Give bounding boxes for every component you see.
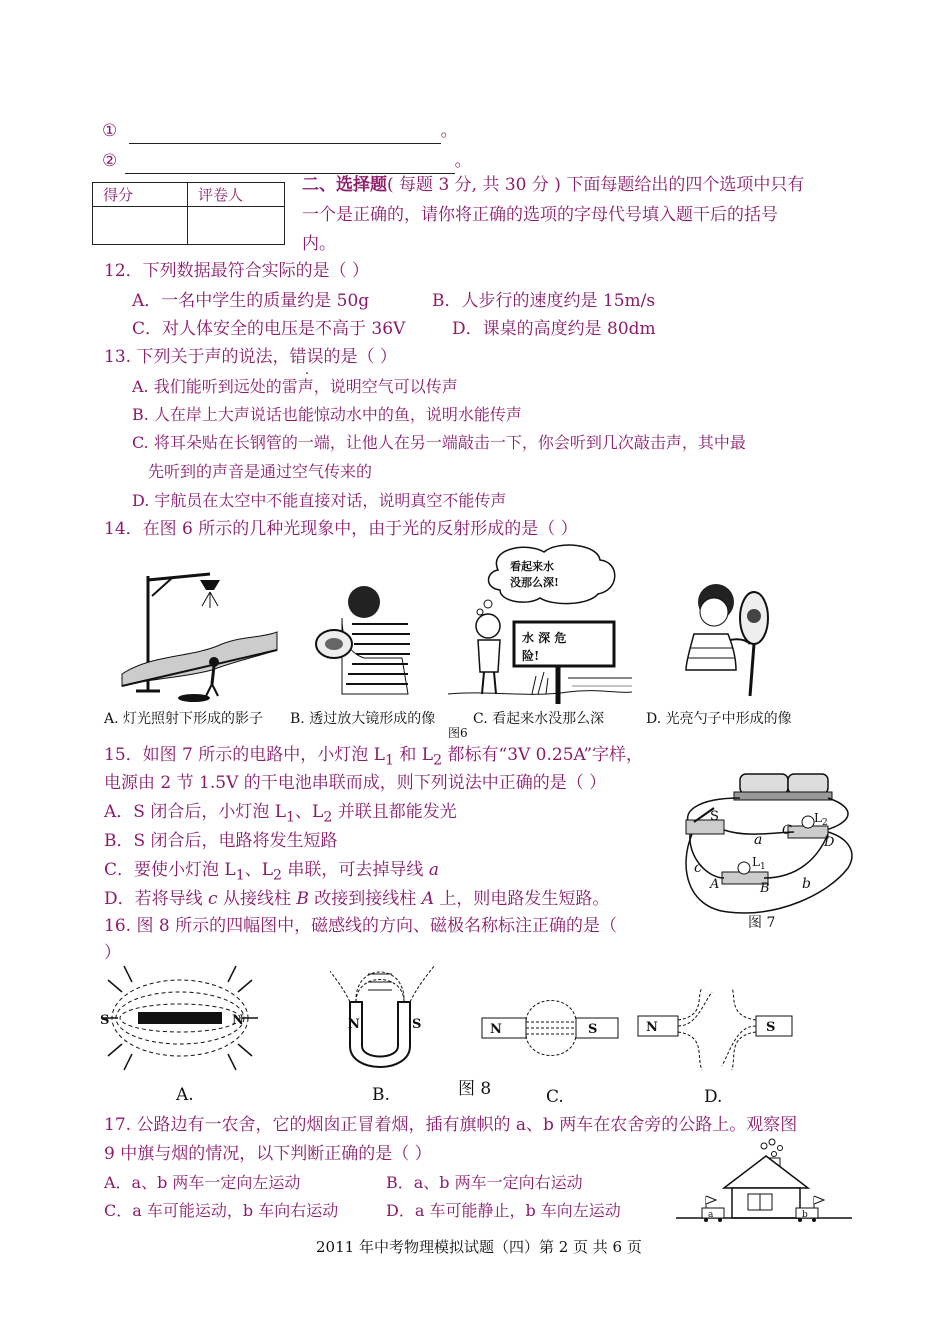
figure-8c-opposite-poles [480, 990, 620, 1066]
score-table [92, 182, 285, 245]
figure-9-farmhouse [676, 1136, 852, 1228]
q13-option-a: A. 我们能听到远处的雷声，说明空气可以传声 [132, 377, 458, 396]
figure-8b-horseshoe-magnet [330, 962, 440, 1080]
q15-option-a: A．S 闭合后，小灯泡 $L_1$、$L_2$ 并联且都能发光 [104, 802, 457, 826]
q15-line2: 电源由 2 节 1.5V 的干电池串联而成，则下列说法中正确的是（ ） [104, 773, 607, 793]
q17-option-b: B．a、b 两车一定向右运动 [386, 1173, 583, 1192]
figure-8d-like-poles [636, 986, 794, 1072]
fig8-label-b: B. [372, 1085, 390, 1105]
q15-line1: 15．如图 7 所示的电路中，小灯泡 $L_1$ 和 $L_2$ 都标有“3V 0.25A”字样， [104, 745, 644, 769]
caption-a: A. 灯光照射下形成的影子 [104, 711, 264, 727]
bubble-text-1: 看起来水 [510, 560, 554, 573]
caption-b: B. 透过放大镜形成的像 [290, 711, 436, 727]
svg-text:a: a [708, 1210, 714, 1220]
figure-magnifier [312, 584, 432, 700]
q17-line1: 17. 公路边有一农舍，它的烟囱正冒着烟，插有旗帜的 a、b 两车在农舍旁的公路上。观察图 [104, 1115, 798, 1135]
q15-option-b: B．S 闭合后，电路将发生短路 [104, 831, 338, 851]
svg-text:S: S [710, 809, 719, 824]
bubble-text-2: 没那么深! [510, 576, 559, 589]
section2-line2: 一个是正确的，请你将正确的选项的字母代号填入题干后的括号 [302, 205, 778, 225]
caption-d: D. 光亮勺子中形成的像 [646, 711, 792, 727]
score-cell[interactable] [93, 207, 188, 245]
q14-stem: 14．在图 6 所示的几种光现象中，由于光的反射形成的是（ ） [104, 519, 578, 539]
section2-line3: 内。 [302, 234, 336, 254]
q17-option-a: A．a、b 两车一定向左运动 [104, 1173, 301, 1192]
q17-option-c: C．a 车可能运动，b 车向右运动 [104, 1201, 339, 1220]
svg-text:S: S [100, 1013, 110, 1028]
answer-line-2: ② 。 [102, 148, 472, 174]
caption-c: C. 看起来水没那么深 [473, 711, 605, 727]
svg-text:a: a [754, 832, 763, 848]
svg-text:D: D [824, 835, 835, 850]
q13-option-c-cont: 先听到的声音是通过空气传来的 [148, 462, 373, 481]
sign-text-2: 险! [522, 649, 540, 663]
q13-option-d: D. 宇航员在太空中不能直接对话，说明真空不能传声 [132, 491, 507, 510]
svg-text:c: c [694, 860, 702, 876]
figure-lamp-shadow [112, 566, 282, 704]
q15-option-c: C．要使小灯泡 $L_1$、$L_2$ 串联，可去掉导线 a [104, 860, 439, 884]
svg-text:L1: $L_1$ [752, 855, 766, 872]
svg-text:N: N [646, 1020, 658, 1035]
q16-stem-cont: ） [104, 943, 121, 963]
svg-text:C: C [782, 823, 792, 838]
fig8-label-c: C. [546, 1087, 564, 1107]
svg-text:A: A [710, 877, 720, 892]
fig8-label-d: D. [704, 1087, 723, 1107]
figure-water-depth [448, 544, 632, 708]
q16-stem: 16. 图 8 所示的四幅图中，磁感线的方向、磁极名称标注正确的是（ [104, 916, 618, 936]
svg-text:B: B [760, 881, 770, 896]
grader-cell[interactable] [188, 207, 285, 245]
svg-text:b: b [802, 1210, 808, 1220]
page-footer: 2011 年中考物理模拟试题（四）第 2 页 共 6 页 [316, 1238, 642, 1256]
q12-option-b: B．人步行的速度约是 15m/s [432, 291, 656, 311]
score-label: 得分 [93, 183, 188, 207]
answer-blank-1[interactable] [129, 143, 441, 144]
figure-8a-bar-magnet [98, 962, 268, 1074]
figure-7-label: 图 7 [748, 915, 776, 931]
svg-text:S: S [766, 1020, 776, 1035]
q12-stem: 12．下列数据最符合实际的是（ ） [104, 261, 370, 281]
figure-7-circuit [668, 768, 864, 916]
svg-text:N: N [348, 1017, 360, 1032]
fig8-label-a: A. [176, 1085, 194, 1105]
q13-option-c: C. 将耳朵贴在长钢管的一端，让他人在另一端敲击一下，你会听到几次敲击声，其中最 [132, 433, 746, 452]
svg-text:N: N [232, 1013, 244, 1028]
q17-line2: 9 中旗与烟的情况，以下判断正确的是（ ） [104, 1144, 432, 1164]
svg-text:N: N [490, 1022, 502, 1037]
section2-title: 二、选择题 [302, 175, 387, 195]
svg-text:S: S [412, 1017, 422, 1032]
figure-spoon [680, 578, 800, 704]
q17-option-d: D．a 车可能静止，b 车向左运动 [386, 1201, 621, 1220]
sign-text-1: 水 深 危 [522, 631, 567, 645]
section2-line1: 二、选择题( 每题 3 分, 共 30 分 ) 下面每题给出的四个选项中只有 [302, 175, 805, 195]
answer-line-1: ① 。 [102, 118, 458, 144]
q12-option-c: C．对人体安全的电压是不高于 36V [132, 319, 406, 339]
figure-6-label: 图6 [448, 726, 468, 740]
svg-text:S: S [588, 1022, 598, 1037]
q12-option-a: A．一名中学生的质量约是 50g [132, 291, 370, 311]
grader-label: 评卷人 [188, 183, 285, 207]
svg-text:b: b [802, 876, 811, 892]
figure-8-label: 图 8 [458, 1079, 492, 1099]
svg-text:L2: $L_2$ [814, 811, 828, 828]
q12-option-d: D．课桌的高度约是 80dm [452, 319, 656, 339]
q13-stem: 13. 下列关于声的说法，错误的是（ ） [104, 347, 397, 367]
q15-option-d: D．若将导线 c 从接线柱 B 改接到接线柱 A 上，则电路发生短路。 [104, 889, 610, 909]
q13-emphasis: 错误 [289, 347, 324, 367]
q13-option-b: B. 人在岸上大声说话也能惊动水中的鱼，说明水能传声 [132, 405, 522, 424]
